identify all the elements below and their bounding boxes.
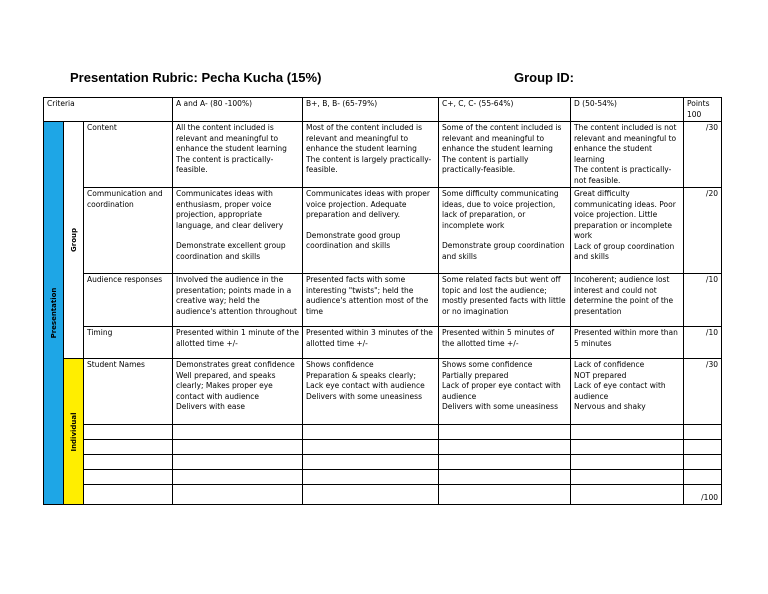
points-cell: /30 [684, 122, 722, 188]
grade-a-cell: Involved the audience in the presentation; points made in a creative way; held the audience's attention throughout [173, 274, 303, 327]
grade-a-cell: Demonstrates great confidence Well prepared, and speaks clearly; Makes proper eye contact with audience Delivers with ease [173, 359, 303, 425]
blank-row [44, 455, 722, 470]
grade-d-cell: Great difficulty communicating ideas. Poor voice projection. Little preparation or incomplete work Lack of group coordination and skills [571, 188, 684, 274]
criterion-cell: Student Names [84, 359, 173, 425]
total-row [44, 485, 722, 505]
grade-d-cell: The content included is not relevant and meaningful to enhance the student learning The content is practically-not feasible. [571, 122, 684, 188]
grade-b-cell: Shows confidence Preparation & speaks clearly; Lack eye contact with audience Delivers with some uneasiness [303, 359, 439, 425]
blank-row [44, 470, 722, 485]
grade-b-cell: Most of the content included is relevant and meaningful to enhance the student learning The content is largely practically-feasible. [303, 122, 439, 188]
points-cell: /30 [684, 359, 722, 425]
grade-c-cell: Presented within 5 minutes of the allotted time +/- [439, 327, 571, 359]
header-c: C+, C, C- (55-64%) [439, 98, 571, 122]
group-label: Group [69, 227, 78, 253]
grade-a-cell: Presented within 1 minute of the allotted time +/- [173, 327, 303, 359]
criterion-cell: Timing [84, 327, 173, 359]
page-title: Presentation Rubric: Pecha Kucha (15%) [70, 70, 322, 85]
points-cell: /10 [684, 274, 722, 327]
grade-c-cell: Shows some confidence Partially prepared Lack of proper eye contact with audience Delivers with some uneasiness [439, 359, 571, 425]
table-row [44, 327, 722, 359]
header-b: B+, B, B- (65-79%) [303, 98, 439, 122]
header-d: D (50-54%) [571, 98, 684, 122]
table-row [44, 122, 722, 188]
group-band [64, 122, 84, 359]
table-row [44, 274, 722, 327]
criterion-cell: Communication and coordination [84, 188, 173, 274]
grade-d-cell: Incoherent; audience lost interest and could not determine the point of the presentation [571, 274, 684, 327]
points-cell: /10 [684, 327, 722, 359]
grade-a-cell: All the content included is relevant and meaningful to enhance the student learning The content is practically-feasible. [173, 122, 303, 188]
table-row [44, 188, 722, 274]
header-row [44, 98, 722, 122]
header-criteria: Criteria [44, 98, 173, 122]
criterion-cell: Audience responses [84, 274, 173, 327]
grade-d-cell: Presented within more than 5 minutes [571, 327, 684, 359]
grade-d-cell: Lack of confidence NOT prepared Lack of eye contact with audience Nervous and shaky [571, 359, 684, 425]
total-points: /100 [684, 485, 722, 505]
table-row [44, 359, 722, 425]
grade-c-cell: Some of the content included is relevant and meaningful to enhance the student learning The content is partially practically-feasible. [439, 122, 571, 188]
presentation-label: Presentation [49, 287, 58, 339]
points-cell: /20 [684, 188, 722, 274]
grade-a-cell: Communicates ideas with enthusiasm, proper voice projection, appropriate language, and clear delivery Demonstrate excellent group coordination and skills [173, 188, 303, 274]
header-a: A and A- (80 -100%) [173, 98, 303, 122]
presentation-band [44, 122, 64, 505]
blank-row [44, 425, 722, 440]
grade-c-cell: Some difficulty communicating ideas, due to voice projection, lack of preparation, or incomplete work Demonstrate group coordination and skills [439, 188, 571, 274]
criterion-cell: Content [84, 122, 173, 188]
header-points: Points 100 [684, 98, 722, 122]
group-id-label: Group ID: [514, 70, 574, 85]
individual-band [64, 359, 84, 505]
grade-b-cell: Communicates ideas with proper voice projection. Adequate preparation and delivery. Demonstrate good group coordination and skills [303, 188, 439, 274]
blank-row [44, 440, 722, 455]
rubric-table [43, 97, 722, 505]
grade-b-cell: Presented facts with some interesting "twists"; held the audience's attention most of the time [303, 274, 439, 327]
individual-label: Individual [69, 411, 78, 452]
grade-c-cell: Some related facts but went off topic and lost the audience; mostly presented facts with little or no imagination [439, 274, 571, 327]
grade-b-cell: Presented within 3 minutes of the allotted time +/- [303, 327, 439, 359]
